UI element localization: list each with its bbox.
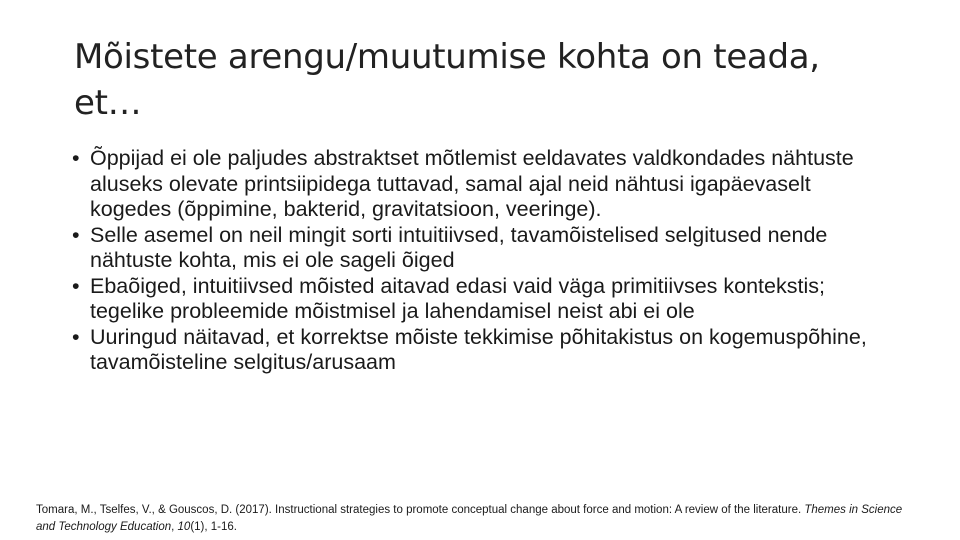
bullet-text-3: Ebaõiged, intuitiivsed mõisted aitavad edasi vaid väga primitiivses kontekstis; tegelike probleemide mõistmisel ja lahendamisel neist abi ei ole	[90, 273, 825, 323]
citation-volume: 10	[177, 521, 191, 533]
slide-title: Mõistete arengu/muutumise kohta on teada, et…	[74, 37, 820, 123]
citation-journal: Themes in Science and Technology Education	[36, 504, 903, 533]
citation-reference: Tomara, M., Tselfes, V., & Gouscos, D. (2017). Instructional strategies to promote conceptual change about force and motion: A review of the literature.	[36, 504, 802, 516]
bullet-icon: •	[72, 146, 80, 170]
bullet-list	[72, 146, 892, 376]
bullet-icon: •	[72, 222, 80, 247]
citation-issue: (1)	[190, 521, 205, 533]
bullet-item-2	[72, 223, 892, 274]
bullet-icon: •	[72, 273, 80, 298]
bullet-text-2: Selle asemel on neil mingit sorti intuitiivsed, tavamõistelised selgitused nende nähtuste kohta, mis ei ole sageli õiged	[90, 222, 828, 272]
citation-pages: , 1-16.	[204, 521, 237, 533]
bullet-item-3	[72, 274, 892, 325]
bullet-icon: •	[72, 324, 80, 349]
bullet-text-4: Uuringud näitavad, et korrektse mõiste tekkimise põhitakistus on kogemuspõhine, tavamõisteline selgitus/arusaam	[90, 324, 867, 374]
citation: Tomara, M., Tselfes, V., & Gouscos, D. (2017). Instructional strategies to promote conceptual change about force and motion: A review of the literature. Themes in Science and Technology Education, 10(1), 1-16.	[36, 504, 903, 533]
bullet-text-1: Õppijad ei ole paljudes abstraktset mõtlemist eeldavates valdkondades nähtuste aluseks olevate printsiipidega tuttavad, samal ajal neid nähtusi igapäevaselt kogedes (õppimine, bakterid, gravitatsioon, veeringe).	[90, 146, 854, 221]
bullet-item-4	[72, 325, 892, 376]
bullet-item-1	[72, 146, 892, 223]
